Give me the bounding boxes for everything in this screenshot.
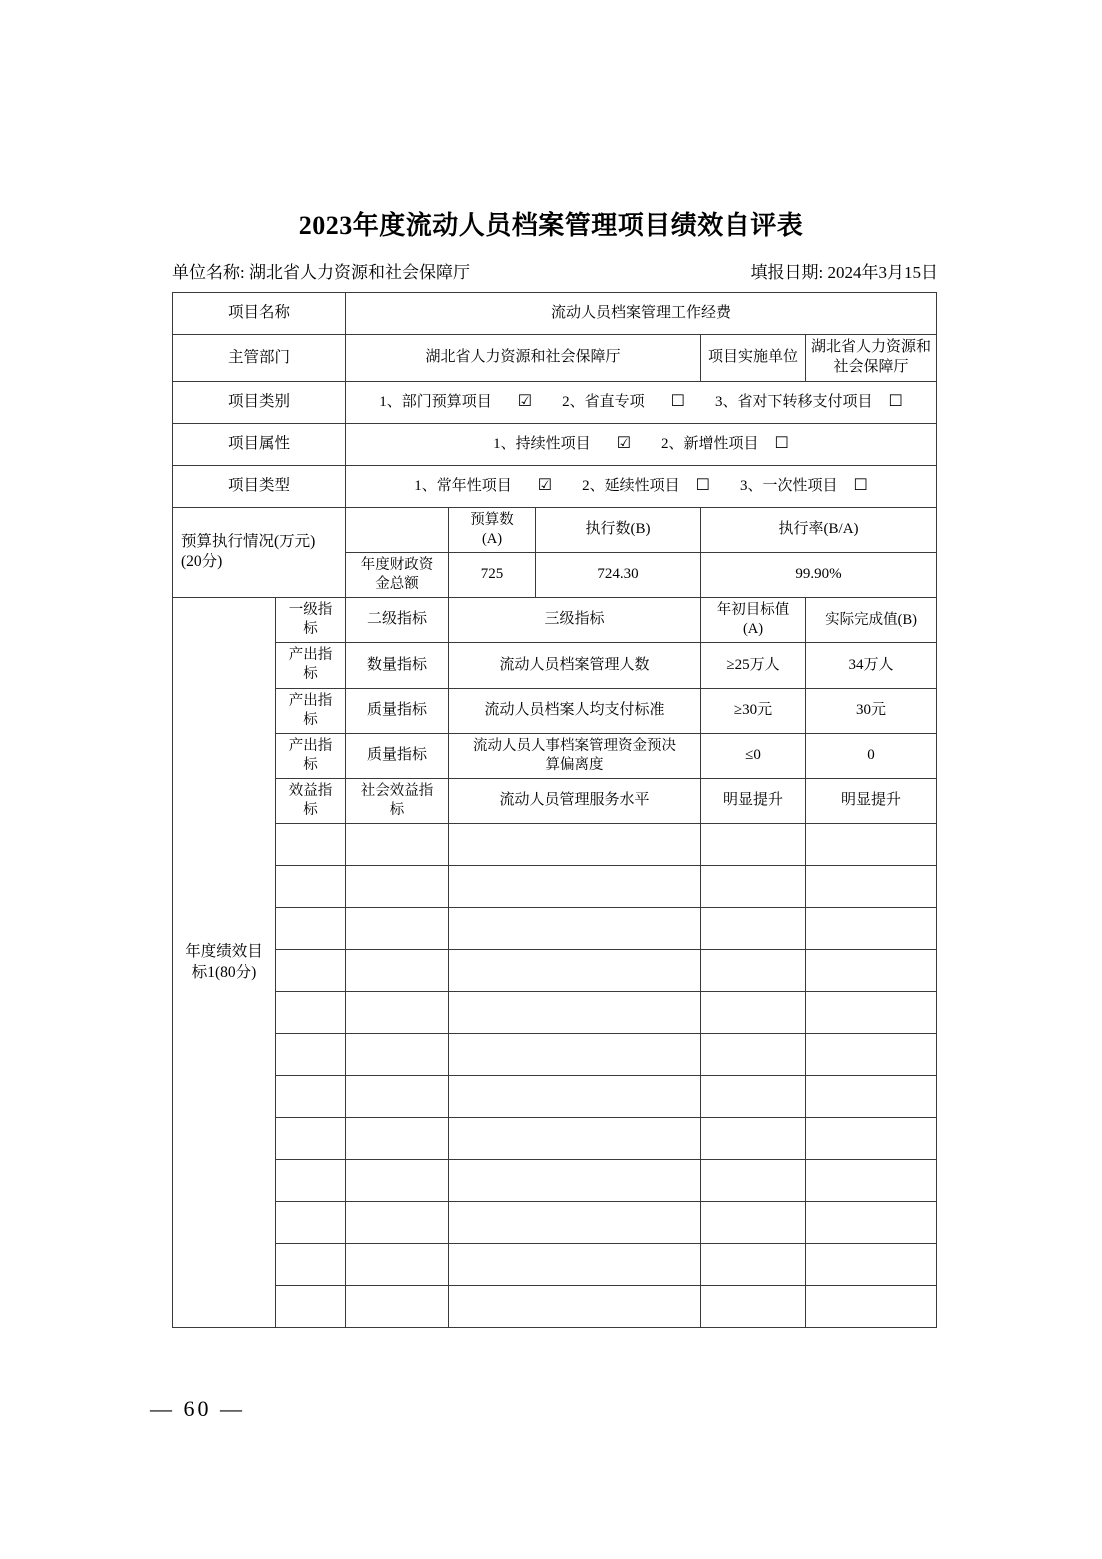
empty-cell-level3 <box>449 1034 701 1076</box>
empty-cell-level1 <box>276 908 346 950</box>
indicator-4-level2-l2: 标 <box>389 802 405 819</box>
indicator-2-level1-l1: 产出指 <box>288 692 333 709</box>
budget-amount-value: 725 <box>449 552 536 597</box>
budget-amount-header <box>449 507 536 552</box>
category-option-3-text: 3、省对下转移支付项目 <box>714 394 873 411</box>
empty-cell-level3 <box>449 1202 701 1244</box>
level3-indicator-header: 三级指标 <box>449 598 701 643</box>
empty-cell-level2 <box>346 992 449 1034</box>
empty-cell-target <box>701 950 806 992</box>
table-row <box>173 1244 937 1286</box>
indicator-3-level1 <box>276 733 346 778</box>
budget-item-name-l1: 年度财政资 <box>360 556 434 573</box>
indicator-4-level2-l1: 社会效益指 <box>360 783 434 800</box>
unit-name-value: 湖北省人力资源和社会保障厅 <box>248 263 470 282</box>
indicator-1-level1-l1: 产出指 <box>288 647 333 664</box>
table-row-project-type <box>173 465 937 507</box>
empty-cell-actual <box>806 992 937 1034</box>
indicator-2-level3: 流动人员档案人均支付标准 <box>449 688 701 733</box>
budget-item-name-l2: 金总额 <box>375 575 419 592</box>
indicator-2-level2: 质量指标 <box>346 688 449 733</box>
category-option-2-text: 2、省直专项 <box>562 394 645 411</box>
level1-indicator-header-l1: 一级指 <box>288 602 333 619</box>
indicator-1-actual: 34万人 <box>806 643 937 688</box>
budget-item-name <box>346 552 449 597</box>
empty-cell-actual <box>806 1034 937 1076</box>
project-type-label: 项目类型 <box>173 465 346 507</box>
table-row <box>173 1202 937 1244</box>
table-row <box>173 1160 937 1202</box>
indicator-4-level1-l2: 标 <box>303 802 318 819</box>
level1-indicator-header <box>276 598 346 643</box>
empty-cell-target <box>701 1244 806 1286</box>
empty-cell-target <box>701 908 806 950</box>
empty-cell-level2 <box>346 1118 449 1160</box>
executed-amount-value: 724.30 <box>536 552 701 597</box>
table-row-department <box>173 335 937 382</box>
level1-indicator-header-l2: 标 <box>303 621 318 638</box>
table-row <box>173 733 937 778</box>
empty-cell-level3 <box>449 992 701 1034</box>
budget-execution-label-line1: 预算执行情况(万元) <box>181 532 316 550</box>
empty-cell-level2 <box>346 1160 449 1202</box>
empty-cell-target <box>701 1076 806 1118</box>
department-value: 湖北省人力资源和社会保障厅 <box>346 335 701 382</box>
empty-cell-level2 <box>346 1034 449 1076</box>
budget-amount-header-l1: 预算数 <box>470 511 514 528</box>
department-label: 主管部门 <box>173 335 346 382</box>
indicator-1-target: ≥25万人 <box>701 643 806 688</box>
indicator-3-level3-l2: 算偏离度 <box>545 756 604 773</box>
empty-cell-level1 <box>276 1202 346 1244</box>
category-option-1-text: 1、部门预算项目 <box>379 394 492 411</box>
table-row <box>173 1118 937 1160</box>
table-row-project-category <box>173 381 937 423</box>
table-row <box>173 866 937 908</box>
empty-cell-target <box>701 992 806 1034</box>
table-row <box>173 1034 937 1076</box>
empty-cell-level3 <box>449 1244 701 1286</box>
empty-cell-level2 <box>346 866 449 908</box>
table-row <box>173 688 937 733</box>
executed-amount-header: 执行数(B) <box>536 507 701 552</box>
indicator-3-level3-l1: 流动人员人事档案管理资金预决 <box>473 737 677 754</box>
empty-cell-level3 <box>449 1076 701 1118</box>
attribute-option-1-text: 1、持续性项目 <box>493 436 591 453</box>
empty-cell-actual <box>806 1118 937 1160</box>
category-option-1-checkbox[interactable]: ☑ <box>517 393 533 411</box>
indicator-3-level3 <box>449 733 701 778</box>
indicator-1-level2: 数量指标 <box>346 643 449 688</box>
target-value-header <box>701 598 806 643</box>
table-row <box>173 1076 937 1118</box>
empty-cell-level1 <box>276 1076 346 1118</box>
empty-cell-level1 <box>276 950 346 992</box>
indicator-1-level1-l2: 标 <box>303 666 318 683</box>
execution-rate-header: 执行率(B/A) <box>701 507 937 552</box>
empty-cell-actual <box>806 1202 937 1244</box>
project-attribute-label: 项目属性 <box>173 423 346 465</box>
attribute-option-1-checkbox[interactable]: ☑ <box>616 435 632 453</box>
indicator-3-target: ≤0 <box>701 733 806 778</box>
indicator-4-actual: 明显提升 <box>806 779 937 824</box>
empty-cell-target <box>701 824 806 866</box>
table-row-indicator-header <box>173 598 937 643</box>
empty-cell-actual <box>806 1244 937 1286</box>
table-row-budget-header <box>173 507 937 552</box>
impl-unit-value: 湖北省人力资源和社会保障厅 <box>806 335 937 382</box>
performance-evaluation-table <box>172 292 937 1328</box>
empty-cell-level2 <box>346 1244 449 1286</box>
empty-cell-level3 <box>449 950 701 992</box>
project-attribute-options <box>346 423 937 465</box>
level2-indicator-header: 二级指标 <box>346 598 449 643</box>
indicator-4-level3: 流动人员管理服务水平 <box>449 779 701 824</box>
empty-cell-level2 <box>346 1202 449 1244</box>
empty-cell-actual <box>806 824 937 866</box>
document-meta <box>172 258 940 283</box>
category-option-3-checkbox[interactable]: ☐ <box>888 393 903 411</box>
table-row <box>173 950 937 992</box>
execution-rate-value: 99.90% <box>701 552 937 597</box>
annual-performance-goal-label <box>173 598 276 1328</box>
empty-cell-level1 <box>276 1034 346 1076</box>
target-value-header-l1: 年初目标值 <box>716 602 790 619</box>
indicator-3-level1-l1: 产出指 <box>288 737 333 754</box>
annual-goal-label-l2: 标1(80分) <box>191 963 257 981</box>
attribute-option-2-text: 2、新增性项目 <box>661 436 759 453</box>
indicator-3-level1-l2: 标 <box>303 756 318 773</box>
empty-cell-actual <box>806 1076 937 1118</box>
empty-cell-actual <box>806 1160 937 1202</box>
report-date-value: 2024年3月15日 <box>827 263 938 282</box>
type-option-2-checkbox[interactable]: ☐ <box>695 477 710 495</box>
unit-name-field <box>172 258 470 283</box>
empty-cell-level1 <box>276 1118 346 1160</box>
empty-cell-level1 <box>276 1160 346 1202</box>
empty-cell-actual <box>806 908 937 950</box>
indicator-1-level3: 流动人员档案管理人数 <box>449 643 701 688</box>
empty-cell-level3 <box>449 866 701 908</box>
indicator-2-level1-l2: 标 <box>303 711 318 728</box>
indicator-1-level1 <box>276 643 346 688</box>
empty-cell-level1 <box>276 1286 346 1328</box>
empty-cell-target <box>701 866 806 908</box>
table-row <box>173 1286 937 1328</box>
type-option-3-checkbox[interactable]: ☐ <box>853 477 868 495</box>
indicator-2-actual: 30元 <box>806 688 937 733</box>
type-option-1-text: 1、常年性项目 <box>414 478 512 495</box>
indicator-3-actual: 0 <box>806 733 937 778</box>
table-row <box>173 992 937 1034</box>
project-type-options <box>346 465 937 507</box>
table-row-project-name <box>173 293 937 335</box>
empty-cell-actual <box>806 1286 937 1328</box>
empty-cell-level3 <box>449 1286 701 1328</box>
project-category-label: 项目类别 <box>173 381 346 423</box>
impl-unit-label: 项目实施单位 <box>701 335 806 382</box>
empty-cell-level1 <box>276 1244 346 1286</box>
table-row <box>173 779 937 824</box>
empty-cell-level2 <box>346 908 449 950</box>
indicator-2-level1 <box>276 688 346 733</box>
empty-cell-level2 <box>346 1076 449 1118</box>
attribute-option-2-checkbox[interactable]: ☐ <box>774 435 789 453</box>
table-row-project-attribute <box>173 423 937 465</box>
type-option-3-text: 3、一次性项目 <box>739 478 838 495</box>
empty-cell-actual <box>806 950 937 992</box>
table-row <box>173 824 937 866</box>
table-row <box>173 908 937 950</box>
budget-execution-label <box>173 507 346 598</box>
empty-cell-level2 <box>346 1286 449 1328</box>
indicator-4-level1 <box>276 779 346 824</box>
empty-cell-target <box>701 1118 806 1160</box>
unit-name-label: 单位名称: <box>172 263 245 282</box>
project-name-label: 项目名称 <box>173 293 346 335</box>
page-number: — 60 — <box>150 1396 245 1421</box>
indicator-3-level2: 质量指标 <box>346 733 449 778</box>
budget-execution-label-line2: (20分) <box>181 553 223 571</box>
empty-cell-target <box>701 1286 806 1328</box>
budget-amount-header-l2: (A) <box>481 530 503 547</box>
empty-cell-level2 <box>346 950 449 992</box>
actual-value-header: 实际完成值(B) <box>806 598 937 643</box>
project-name-value: 流动人员档案管理工作经费 <box>346 293 937 335</box>
empty-cell-level3 <box>449 1160 701 1202</box>
category-option-2-checkbox[interactable]: ☐ <box>670 393 685 411</box>
empty-cell-target <box>701 1202 806 1244</box>
empty-cell-level2 <box>346 824 449 866</box>
indicator-2-target: ≥30元 <box>701 688 806 733</box>
type-option-1-checkbox[interactable]: ☑ <box>537 477 553 495</box>
report-date-label: 填报日期: <box>750 263 824 282</box>
empty-cell-level3 <box>449 824 701 866</box>
table-row <box>173 643 937 688</box>
empty-cell-level1 <box>276 992 346 1034</box>
annual-goal-label-l1: 年度绩效目 <box>185 943 263 961</box>
report-date-field <box>751 258 940 283</box>
empty-cell-target <box>701 1034 806 1076</box>
empty-cell-actual <box>806 866 937 908</box>
empty-cell-level3 <box>449 1118 701 1160</box>
indicator-4-level1-l1: 效益指 <box>288 783 333 800</box>
project-category-options <box>346 381 937 423</box>
indicator-4-level2 <box>346 779 449 824</box>
empty-cell-level1 <box>276 866 346 908</box>
budget-header-blank <box>346 507 449 552</box>
indicator-4-target: 明显提升 <box>701 779 806 824</box>
page-title: 2023年度流动人员档案管理项目绩效自评表 <box>298 211 804 240</box>
empty-cell-target <box>701 1160 806 1202</box>
empty-cell-level3 <box>449 908 701 950</box>
empty-cell-level1 <box>276 824 346 866</box>
type-option-2-text: 2、延续性项目 <box>582 478 680 495</box>
target-value-header-l2: (A) <box>742 621 764 638</box>
